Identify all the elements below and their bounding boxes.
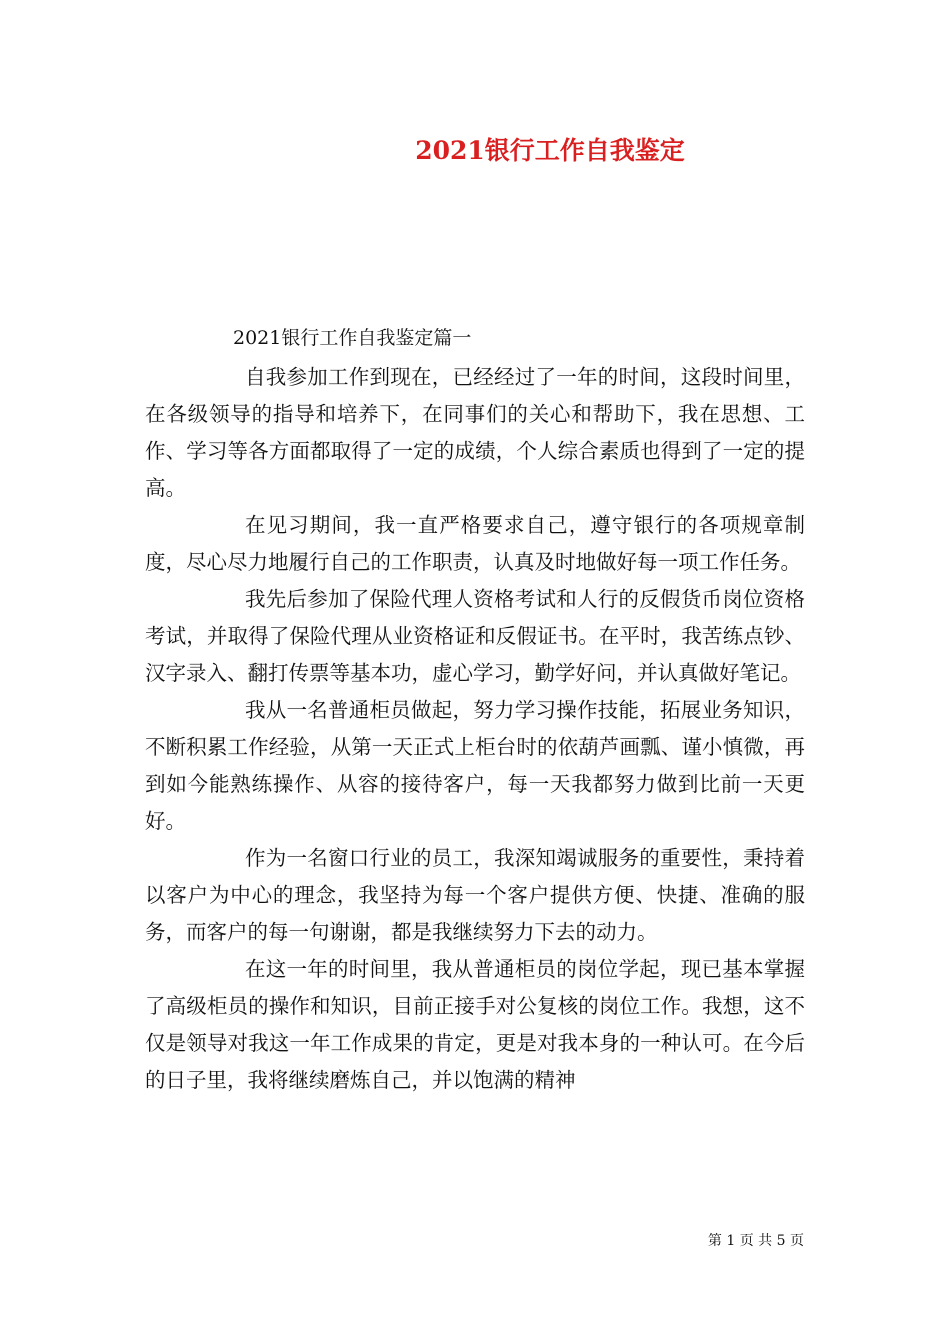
- section-heading: 2021银行工作自我鉴定篇一: [233, 327, 472, 349]
- paragraph: 我先后参加了保险代理人资格考试和人行的反假货币岗位资格考试，并取得了保险代理从业资格证和反假证书。在平时，我苦练点钞、汉字录入、翻打传票等基本功，虚心学习，勤学好问，并认真做好笔记。: [145, 587, 805, 685]
- paragraph: 作为一名窗口行业的员工，我深知竭诚服务的重要性，秉持着以客户为中心的理念，我坚持为每一个客户提供方便、快捷、准确的服务，而客户的每一句谢谢，都是我继续努力下去的动力。: [145, 846, 805, 944]
- paragraph: 在见习期间，我一直严格要求自己，遵守银行的各项规章制度，尽心尽力地履行自己的工作职责，认真及时地做好每一项工作任务。: [145, 513, 805, 574]
- paragraph: 我从一名普通柜员做起，努力学习操作技能，拓展业务知识，不断积累工作经验，从第一天正式上柜台时的依葫芦画瓢、谨小慎微，再到如今能熟练操作、从容的接待客户，每一天我都努力做到比前一天更好。: [145, 698, 805, 833]
- page-title: 2021银行工作自我鉴定: [415, 136, 685, 165]
- paragraph: 在这一年的时间里，我从普通柜员的岗位学起，现已基本掌握了高级柜员的操作和知识，目前正接手对公复核的岗位工作。我想，这不仅是领导对我这一年工作成果的肯定，更是对我本身的一种认可。在今后的日子里，我将继续磨炼自己，并以饱满的精神: [145, 957, 805, 1092]
- page-number: 第 1 页 共 5 页: [707, 1233, 804, 1249]
- paragraph: 自我参加工作到现在，已经经过了一年的时间，这段时间里，在各级领导的指导和培养下，在同事们的关心和帮助下，我在思想、工作、学习等各方面都取得了一定的成绩，个人综合素质也得到了一定的提高。: [145, 365, 805, 500]
- body-text: [145, 359, 805, 1099]
